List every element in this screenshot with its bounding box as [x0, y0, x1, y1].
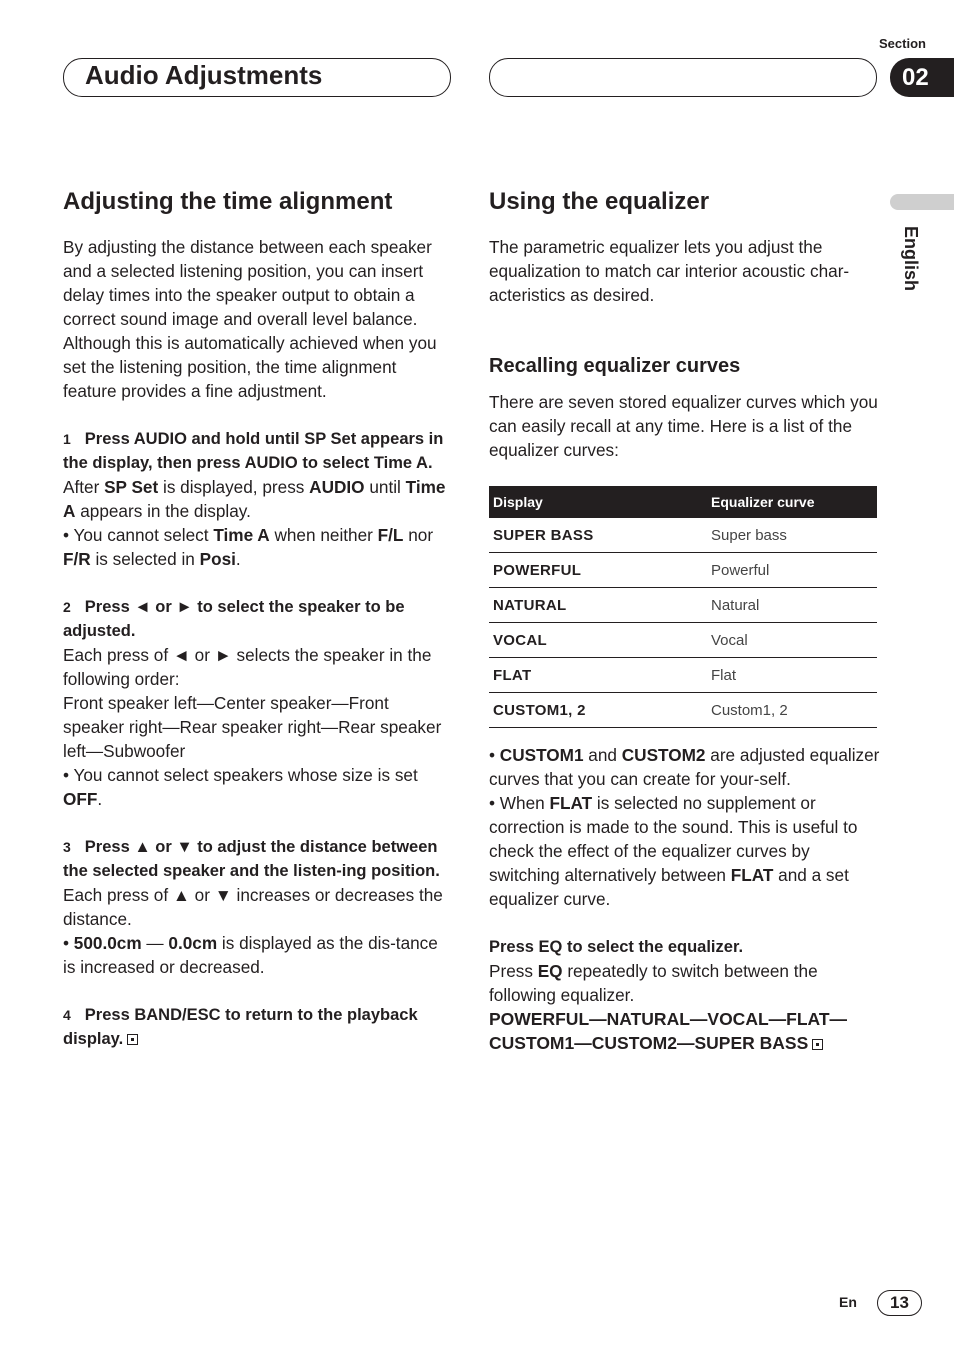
- table-row: SUPER BASS Super bass: [489, 518, 877, 553]
- left-column: [63, 235, 453, 1051]
- press-eq-body: Press EQ repeatedly to switch between the following equalizer.: [489, 961, 818, 1005]
- right-notes: [489, 743, 881, 1055]
- page-number: 13: [877, 1290, 922, 1316]
- right-subheading: Recalling equalizer curves: [489, 355, 741, 377]
- language-label: English: [901, 226, 921, 292]
- table-row: VOCAL Vocal: [489, 623, 877, 658]
- equalizer-table: [489, 486, 877, 728]
- press-eq-title: Press EQ to select the equalizer.: [489, 938, 744, 956]
- end-mark-icon: [812, 1039, 823, 1050]
- table-header-row: [489, 486, 877, 518]
- step-2-order: Front speaker left—Center speaker—Front speaker right—Rear speaker right—Rear speaker left—Subwoofer: [63, 693, 442, 761]
- table-row: CUSTOM1, 2 Custom1, 2: [489, 693, 877, 728]
- header-blank-frame: [489, 58, 877, 97]
- step-3-note: • 500.0cm — 0.0cm is displayed as the dis-tance is increased or decreased.: [63, 933, 438, 977]
- table-row: FLAT Flat: [489, 658, 877, 693]
- step-2-note: • You cannot select speakers whose size is set OFF.: [63, 765, 418, 809]
- right-intro-block: [489, 235, 881, 307]
- right-intro: The parametric equalizer lets you adjust the equalization to match car interior acoustic char-acteristics as desired.: [489, 237, 850, 305]
- language-tab: [890, 194, 954, 210]
- left-heading: Adjusting the time alignment: [63, 188, 393, 215]
- right-sub-intro: There are seven stored equalizer curves which you can easily recall at any time. Here is a list of the equalizer curves:: [489, 392, 878, 460]
- table-header-display: Display: [489, 486, 707, 518]
- table-row: NATURAL Natural: [489, 588, 877, 623]
- step-3-title: 3 Press ▲ or ▼ to adjust the distance between the selected speaker and the listen-ing position.: [63, 838, 440, 880]
- footer-language: En: [839, 1294, 857, 1310]
- table-row: POWERFUL Powerful: [489, 553, 877, 588]
- left-intro: By adjusting the distance between each speaker and a selected listening position, you can insert delay times into the speaker output to obtain a correct sound image and overall level balance. Although this is automatically achieved when you set the listening position, the time alignment feature provides a fine adjustment.: [63, 237, 437, 401]
- equalizer-sequence: POWERFUL—NATURAL—VOCAL—FLAT—CUSTOM1—CUSTOM2—SUPER BASS: [489, 1009, 848, 1053]
- end-mark-icon: [127, 1034, 138, 1045]
- section-number: 02: [902, 63, 929, 91]
- table-header-curve: Equalizer curve: [707, 486, 877, 518]
- page-title: Audio Adjustments: [85, 60, 323, 90]
- step-1-title: 1 Press AUDIO and hold until SP Set appears in the display, then press AUDIO to select Time A.: [63, 430, 444, 472]
- step-1-note: • You cannot select Time A when neither F/L nor F/R is selected in Posi.: [63, 525, 434, 569]
- right-heading: Using the equalizer: [489, 188, 710, 215]
- step-1-body: After SP Set is displayed, press AUDIO until Time A appears in the display.: [63, 477, 446, 521]
- step-3-body: Each press of ▲ or ▼ increases or decreases the distance.: [63, 885, 443, 929]
- note-flat: • When FLAT is selected no supplement or correction is made to the sound. This is useful to check the effect of the equalizer curves by switching alternatively between FLAT and a set equalizer curve.: [489, 793, 858, 909]
- section-badge: [890, 58, 954, 97]
- right-sub-intro-block: [489, 390, 881, 462]
- step-2-title: 2 Press ◄ or ► to select the speaker to be adjusted.: [63, 598, 405, 640]
- section-label: Section: [879, 36, 926, 51]
- step-2-body: Each press of ◄ or ► selects the speaker in the following order:: [63, 645, 432, 689]
- step-4-title: 4 Press BAND/ESC to return to the playback display.: [63, 1006, 418, 1048]
- note-custom: • CUSTOM1 and CUSTOM2 are adjusted equalizer curves that you can create for your-self.: [489, 745, 880, 789]
